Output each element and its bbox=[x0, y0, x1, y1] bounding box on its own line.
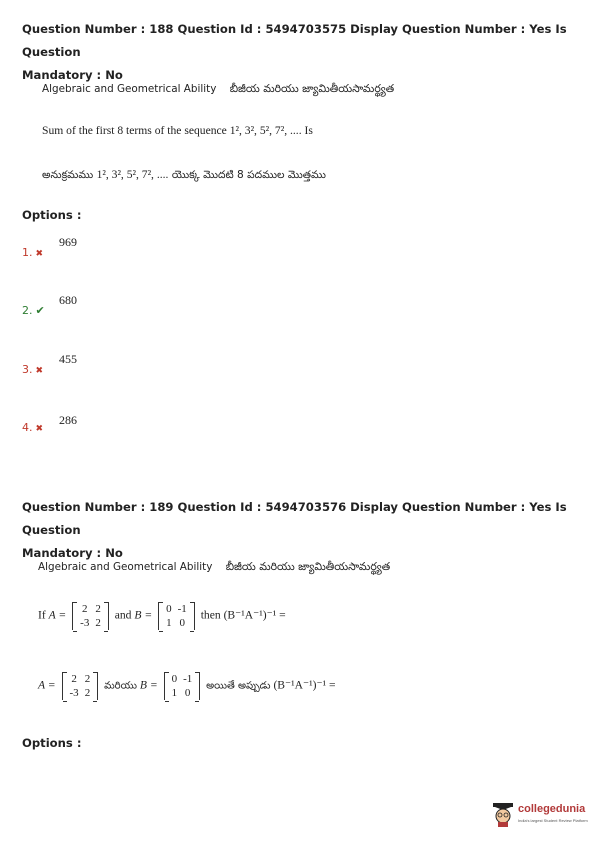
matrix-a-label: A = bbox=[48, 608, 67, 622]
then-label: then bbox=[200, 608, 221, 622]
option-value: 680 bbox=[59, 293, 77, 307]
matrix-b bbox=[158, 602, 195, 630]
matrix-cell: 0 bbox=[171, 673, 178, 685]
matrix-cell: 0 bbox=[184, 687, 191, 699]
question-text-te bbox=[38, 672, 336, 700]
option-number-label: 1. bbox=[22, 246, 33, 259]
matrix-cell: 1 bbox=[166, 617, 172, 629]
question-header-line2: Mandatory : No bbox=[22, 68, 123, 82]
option-number-label: 3. bbox=[22, 363, 33, 376]
cross-icon: ✖ bbox=[35, 366, 44, 376]
if-label: If bbox=[38, 608, 46, 622]
question-header-line1: Question Number : 189 Question Id : 5494703576 Display Question Number : Yes Is Question bbox=[22, 500, 567, 537]
question-text-en-suffix: Is bbox=[304, 124, 313, 137]
question-text-en bbox=[38, 602, 286, 630]
section-label-en: Algebraic and Geometrical Ability bbox=[42, 83, 217, 95]
matrix-cell: -1 bbox=[177, 603, 187, 615]
section-label-te: బీజీయ మరియు జ్యామితీయసామర్థ్యత bbox=[225, 560, 391, 573]
logo-name: collegedunia bbox=[518, 803, 586, 815]
matrix-cell: 2 bbox=[95, 617, 101, 629]
matrix-cell: 2 bbox=[71, 673, 77, 685]
question-header bbox=[22, 18, 577, 87]
option-number bbox=[22, 304, 45, 317]
matrix-cell: -1 bbox=[183, 673, 193, 685]
question-text-te-prefix: అనుక్రమము bbox=[42, 169, 94, 181]
option-value: 969 bbox=[59, 235, 77, 249]
option-number bbox=[22, 246, 43, 259]
matrix-cell: -3 bbox=[80, 617, 90, 629]
sequence-en: 1², 3², 5², 7², .... bbox=[229, 124, 302, 137]
and-label: and bbox=[114, 608, 132, 622]
matrix-b-label: B = bbox=[134, 608, 153, 622]
expression: (B⁻¹A⁻¹)⁻¹ = bbox=[223, 608, 286, 622]
question-text-te bbox=[42, 168, 326, 184]
matrix-cell: 1 bbox=[171, 687, 178, 699]
option-number-label: 4. bbox=[22, 421, 33, 434]
matrix-a bbox=[62, 672, 99, 700]
matrix-b bbox=[164, 672, 201, 700]
expression: (B⁻¹A⁻¹)⁻¹ = bbox=[273, 678, 336, 692]
section-label bbox=[38, 560, 390, 576]
check-icon: ✔ bbox=[35, 304, 45, 317]
graduate-avatar-icon bbox=[491, 801, 515, 827]
matrix-cell: 2 bbox=[81, 603, 88, 615]
matrix-a bbox=[72, 602, 109, 630]
option-number bbox=[22, 363, 43, 376]
option-number bbox=[22, 421, 43, 434]
question-header bbox=[22, 496, 577, 565]
sequence-te: 1², 3², 5², 7², .... bbox=[96, 168, 169, 181]
question-text-en bbox=[42, 124, 313, 137]
matrix-cell: 2 bbox=[95, 603, 101, 615]
cross-icon: ✖ bbox=[35, 424, 44, 434]
cross-icon: ✖ bbox=[35, 249, 44, 259]
section-label-te: బీజీయ మరియు జ్యామితీయసామర్థ్యత bbox=[229, 82, 395, 95]
matrix-a-label: A = bbox=[38, 678, 56, 692]
option-value: 455 bbox=[59, 352, 77, 366]
matrix-cell: -3 bbox=[69, 687, 79, 699]
collegedunia-logo bbox=[491, 799, 591, 831]
matrix-cell: 2 bbox=[84, 673, 91, 685]
section-label bbox=[42, 82, 394, 98]
matrix-cell: 0 bbox=[166, 603, 172, 615]
matrix-cell: 2 bbox=[84, 687, 91, 699]
matrix-cell: 0 bbox=[179, 617, 185, 629]
question-header-line1: Question Number : 188 Question Id : 5494703575 Display Question Number : Yes Is Question bbox=[22, 22, 567, 59]
options-title: Options : bbox=[22, 736, 82, 750]
matrix-b-label: B = bbox=[139, 678, 158, 692]
then-label-te: అయితే అప్పుడు bbox=[206, 680, 271, 692]
option-value: 286 bbox=[59, 413, 77, 427]
options-title: Options : bbox=[22, 208, 82, 222]
section-label-en: Algebraic and Geometrical Ability bbox=[38, 561, 213, 573]
question-text-te-suffix: యొక్క మొదటి 8 పదముల మొత్తము bbox=[171, 169, 326, 181]
question-header-line2: Mandatory : No bbox=[22, 546, 123, 560]
option-number-label: 2. bbox=[22, 304, 33, 317]
and-label-te: మరియు bbox=[104, 680, 137, 692]
question-text-en-prefix: Sum of the first 8 terms of the sequence bbox=[42, 124, 227, 137]
logo-tagline: India's largest Student Review Platform bbox=[518, 818, 588, 823]
